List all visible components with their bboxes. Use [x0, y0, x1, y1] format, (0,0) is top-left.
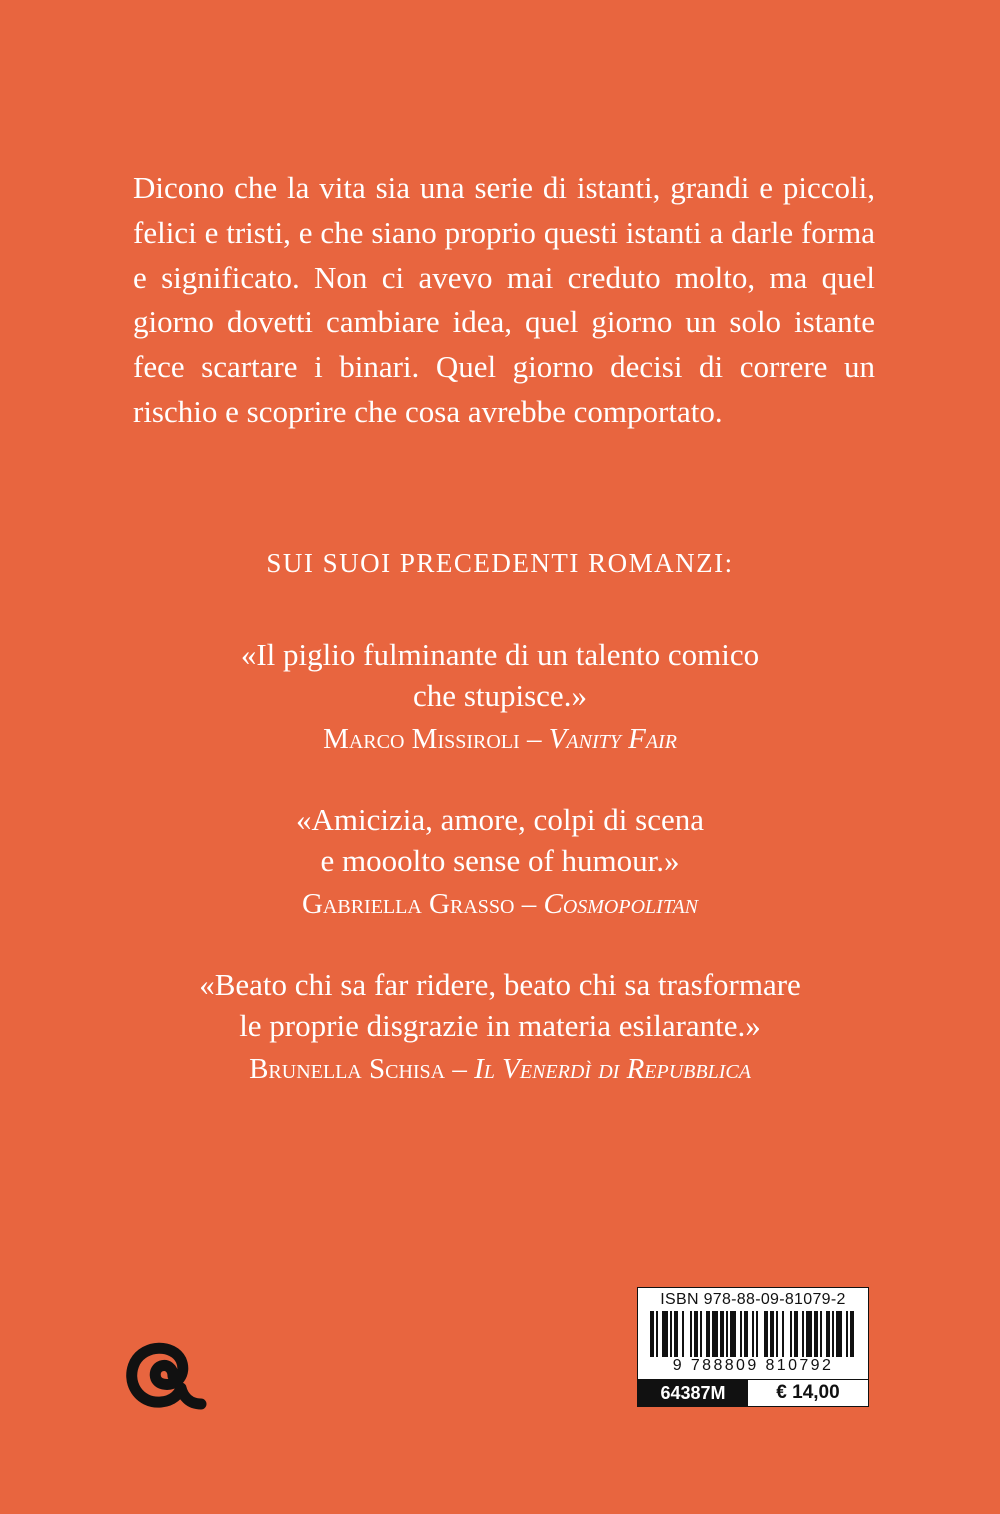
- barcode-bar: [744, 1311, 748, 1357]
- barcode-bar: [814, 1311, 818, 1357]
- review-quote: [0, 634, 1000, 758]
- barcode-digits: 9 788809 810792: [672, 1357, 834, 1374]
- barcode-footer: [638, 1379, 868, 1406]
- barcode-bar: [806, 1311, 812, 1357]
- barcode-bar: [770, 1311, 774, 1357]
- reviews-heading: SUI SUOI PRECEDENTI ROMANZI:: [266, 548, 734, 578]
- review-separator: –: [526, 723, 542, 755]
- review-source: Vanity Fair: [548, 723, 677, 755]
- barcode-bar: [776, 1311, 778, 1357]
- barcode-bar: [700, 1311, 702, 1357]
- barcode-bar: [826, 1311, 830, 1357]
- review-quote-line: «Amicizia, amore, colpi di scena: [295, 802, 704, 837]
- barcode-bar: [690, 1311, 692, 1357]
- barcode-bar: [794, 1311, 798, 1357]
- product-code: 64387M: [638, 1380, 748, 1406]
- review-quote-line: che stupisce.»: [413, 678, 587, 713]
- barcode-bar: [782, 1311, 784, 1357]
- isbn-text: ISBN 978-88-09-81079-2: [660, 1291, 846, 1308]
- review-author: Marco Missiroli: [323, 723, 520, 755]
- review-quote-line: le proprie disgrazie in materia esilarante.»: [239, 1008, 761, 1043]
- barcode-bar: [832, 1311, 834, 1357]
- review-quote-text: [0, 964, 1000, 1046]
- barcode-bar: [662, 1311, 668, 1357]
- barcode-bar: [674, 1311, 678, 1357]
- barcode-bar: [846, 1311, 848, 1357]
- barcode-bar: [730, 1311, 736, 1357]
- barcode-bar: [850, 1311, 854, 1357]
- barcode-bar: [740, 1311, 742, 1357]
- review-author: Gabriella Grasso: [301, 888, 515, 920]
- review-attribution: [0, 1050, 1000, 1088]
- barcode-bar: [836, 1311, 842, 1357]
- barcode-bar: [726, 1311, 728, 1357]
- review-separator: –: [521, 888, 537, 920]
- review-author: Brunella Schisa: [249, 1053, 446, 1085]
- review-quote-text: [0, 634, 1000, 716]
- barcode-bar: [656, 1311, 658, 1357]
- back-cover-blurb: Dicono che la vita sia una serie di istanti, grandi e piccoli, felici e tristi, e che siano proprio questi istanti a darle forma e significato. Non ci avevo mai creduto molto, ma quel giorno dovetti cambiare idea, quel giorno un solo istante fece scartare i binari. Quel giorno decisi di correre un rischio e scoprire che cosa avrebbe comportato.: [133, 170, 875, 429]
- barcode-bar: [712, 1311, 718, 1357]
- review-quote: [0, 964, 1000, 1088]
- review-quote-line: e mooolto sense of humour.»: [320, 843, 680, 878]
- review-quote-line: «Il piglio fulminante di un talento comico: [240, 637, 760, 672]
- barcode-bar: [694, 1311, 698, 1357]
- barcode-bar: [756, 1311, 758, 1357]
- review-quote: [0, 799, 1000, 923]
- barcode-bar: [764, 1311, 768, 1357]
- review-attribution: [0, 720, 1000, 758]
- barcode-bar: [802, 1311, 804, 1357]
- review-source: Cosmopolitan: [543, 888, 699, 920]
- barcode-bar: [720, 1311, 724, 1357]
- barcode-bar: [820, 1311, 822, 1357]
- review-source: Il Venerdì di Repubblica: [474, 1053, 751, 1085]
- barcode-bar: [752, 1311, 754, 1357]
- barcode-bar: [670, 1311, 672, 1357]
- barcode-bar: [650, 1311, 654, 1357]
- price-label: € 14,00: [776, 1382, 840, 1403]
- publisher-swirl-logo-icon: [121, 1332, 213, 1412]
- barcode-icon: [650, 1311, 856, 1357]
- review-quote-line: «Beato chi sa far ridere, beato chi sa trasformare: [199, 967, 801, 1002]
- barcode-bar: [682, 1311, 684, 1357]
- barcode-label: [637, 1287, 869, 1407]
- review-quote-text: [0, 799, 1000, 881]
- review-attribution: [0, 885, 1000, 923]
- review-separator: –: [452, 1053, 467, 1085]
- barcode-bar: [706, 1311, 710, 1357]
- barcode-bar: [790, 1311, 792, 1357]
